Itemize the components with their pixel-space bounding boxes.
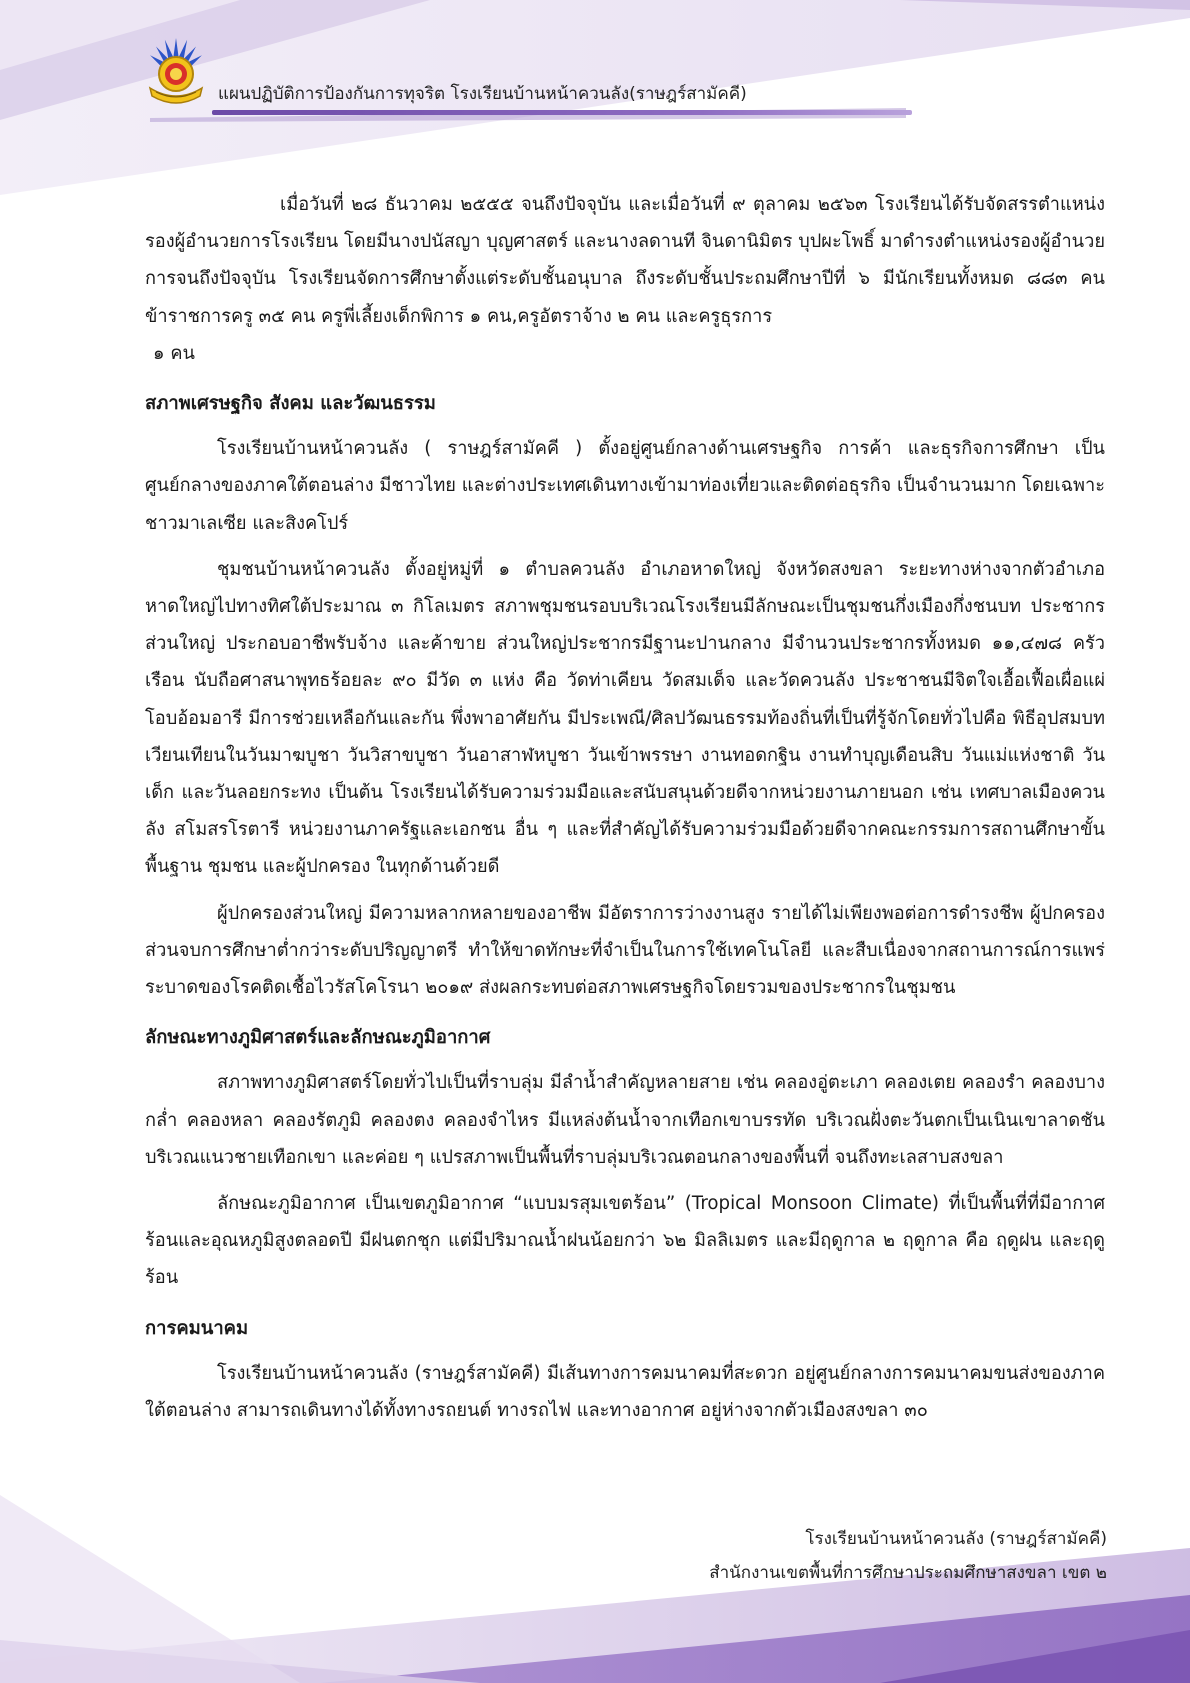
economy-paragraph-1: โรงเรียนบ้านหน้าควนลัง ( ราษฎร์สามัคคี ) ตั้งอยู่ศูนย์กลางด้านเศรษฐกิจ การค้า และธุรกิจการศึกษา เป็นศูนย์กลางของภาคใต้ตอนล่าง มีชาวไทย และต่างประเทศเดินทางเข้ามาท่องเที่ยวและติดต่อธุรกิจ เป็นจำนวนมาก โดยเฉพาะชาวมาเลเซีย และสิงคโปร์	[145, 438, 1105, 534]
geography-paragraph-1: สภาพทางภูมิศาสตร์โดยทั่วไปเป็นที่ราบลุ่ม มีลำน้ำสำคัญหลายสาย เช่น คลองอู่ตะเภา คลองเตย คลองรำ คลองบางกล่ำ คลองหลา คลองรัตภูมิ คลองตง คลองจำไหร มีแหล่งต้นน้ำจากเทือกเขาบรรทัด บริเวณฝั่งตะวันตกเป็นเนินเขาลาดชันบริเวณแนวชายเทือกเขา และค่อย ๆ แปรสภาพเป็นพื้นที่ราบลุ่มบริเวณตอนกลางของพื้นที่ จนถึงทะเลสาบสงขลา	[145, 1072, 1105, 1168]
header-title: แผนปฏิบัติการป้องกันการทุจริต โรงเรียนบ้านหน้าควนลัง(ราษฎร์สามัคคี)	[218, 84, 747, 104]
page-header	[142, 34, 912, 118]
header-divider	[212, 110, 912, 115]
transport-paragraph-1: โรงเรียนบ้านหน้าควนลัง (ราษฎร์สามัคคี) มีเส้นทางการคมนาคมที่สะดวก อยู่ศูนย์กลางการคมนาคมขนส่งของภาคใต้ตอนล่าง สามารถเดินทางได้ทั้งทางรถยนต์ ทางรถไฟ และทางอากาศ อยู่ห่างจากตัวเมืองสงขลา ๓๐	[145, 1362, 1105, 1422]
document-body	[145, 186, 1105, 1429]
section-heading-geography: ลักษณะทางภูมิศาสตร์และลักษณะภูมิอากาศ	[145, 1027, 491, 1049]
footer-office-name: สำนักงานเขตพื้นที่การศึกษาประถมศึกษาสงขลา เขต ๒	[709, 1563, 1107, 1583]
footer-school-name: โรงเรียนบ้านหน้าควนลัง (ราษฎร์สามัคคี)	[805, 1529, 1107, 1549]
intro-paragraph-tail: ๑ คน	[153, 342, 195, 364]
section-heading-economy: สภาพเศรษฐกิจ สังคม และวัฒนธรรม	[145, 393, 436, 415]
section-heading-transport: การคมนาคม	[145, 1317, 249, 1339]
intro-paragraph: เมื่อวันที่ ๒๘ ธันวาคม ๒๕๕๕ จนถึงปัจจุบัน และเมื่อวันที่ ๙ ตุลาคม ๒๕๖๓ โรงเรียนได้รับจัดสรรตำแหน่งรองผู้อำนวยการโรงเรียน โดยมีนางปนัสญา บุญศาสตร์ และนางลดานที จินดานิมิตร บุปผะโพธิ์ มาดำรงตำแหน่งรองผู้อำนวยการจนถึงปัจจุบัน โรงเรียนจัดการศึกษาตั้งแต่ระดับชั้นอนุบาล ถึงระดับชั้นประถมศึกษาปีที่ ๖ มีนักเรียนทั้งหมด ๘๘๓ คน ข้าราชการครู ๓๕ คน ครูพี่เลี้ยงเด็กพิการ ๑ คน,ครูอัตราจ้าง ๒ คน และครูธุรการ	[145, 194, 1105, 327]
geography-paragraph-2: ลักษณะภูมิอากาศ เป็นเขตภูมิอากาศ “แบบมรสุมเขตร้อน” (Tropical Monsoon Climate) ที่เป็นพื้นที่ที่มีอากาศร้อนและอุณหภูมิสูงตลอดปี มีฝนตกชุก แต่มีปริมาณน้ำฝนน้อยกว่า ๖๒ มิลลิเมตร และมีฤดูกาล ๒ ฤดูกาล คือ ฤดูฝน และฤดูร้อน	[145, 1193, 1105, 1289]
page-footer	[709, 1522, 1107, 1590]
economy-paragraph-3: ผู้ปกครองส่วนใหญ่ มีความหลากหลายของอาชีพ มีอัตราการว่างงานสูง รายได้ไม่เพียงพอต่อการดำรงชีพ ผู้ปกครองส่วนจบการศึกษาต่ำกว่าระดับปริญญาตรี ทำให้ขาดทักษะที่จำเป็นในการใช้เทคโนโลยี และสืบเนื่องจากสถานการณ์การแพร่ระบาดของโรคติดเชื้อไวรัสโคโรนา ๒๐๑๙ ส่งผลกระทบต่อสภาพเศรษฐกิจโดยรวมของประชากรในชุมชน	[145, 902, 1105, 999]
economy-paragraph-2: ชุมชนบ้านหน้าควนลัง ตั้งอยู่หมู่ที่ ๑ ตำบลควนลัง อำเภอหาดใหญ่ จังหวัดสงขลา ระยะทางห่างจากตัวอำเภอหาดใหญ่ไปทางทิศใต้ประมาณ ๓ กิโลเมตร สภาพชุมชนรอบบริเวณโรงเรียนมีลักษณะเป็นชุมชนกึ่งเมืองกึ่งชนบท ประชากรส่วนใหญ่ ประกอบอาชีพรับจ้าง และค้าขาย ส่วนใหญ่ประชากรมีฐานะปานกลาง มีจำนวนประชากรทั้งหมด ๑๑,๔๗๘ ครัวเรือน นับถือศาสนาพุทธร้อยละ ๙๐ มีวัด ๓ แห่ง คือ วัดท่าเคียน วัดสมเด็จ และวัดควนลัง ประชาชนมีจิตใจเอื้อเฟื้อเผื่อแผ่ โอบอ้อมอารี มีการช่วยเหลือกันและกัน พึ่งพาอาศัยกัน มีประเพณี/ศิลปวัฒนธรรมท้องถิ่นที่เป็นที่รู้จักโดยทั่วไปคือ พิธีอุปสมบท เวียนเทียนในวันมาฆบูชา วันวิสาขบูชา วันอาสาฬหบูชา วันเข้าพรรษา งานทอดกฐิน งานทำบุญเดือนสิบ วันแม่แห่งชาติ วันเด็ก และวันลอยกระทง เป็นต้น โรงเรียนได้รับความร่วมมือและสนับสนุนด้วยดีจากหน่วยงานภายนอก เช่น เทศบาลเมืองควนลัง สโมสรโรตารี หน่วยงานภาครัฐและเอกชน อื่น ๆ และที่สำคัญได้รับความร่วมมือด้วยดีจากคณะกรรมการสถานศึกษาขั้นพื้นฐาน ชุมชน และผู้ปกครอง ในทุกด้านด้วยดี	[145, 558, 1105, 878]
school-logo-icon	[142, 34, 210, 114]
